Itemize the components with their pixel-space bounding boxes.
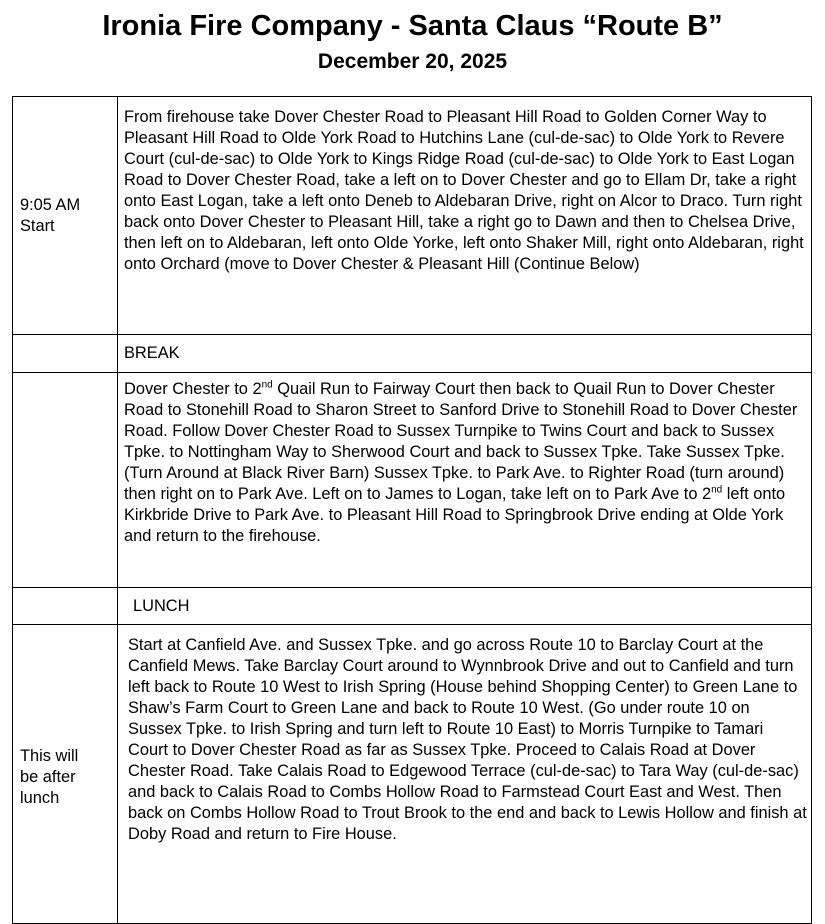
table-row <box>13 373 812 588</box>
route-schedule-table <box>12 96 812 924</box>
time-cell <box>13 335 118 373</box>
time-cell <box>13 373 118 588</box>
document-date: December 20, 2025 <box>317 50 508 73</box>
document-title: Ironia Fire Company - Santa Claus “Route B” <box>102 10 723 42</box>
route-text-part: left onto Kirkbride Drive to Park Ave. to Pleasant Hill Road to Springbrook Drive ending at Olde York and return to the firehouse. <box>124 485 786 545</box>
table-row <box>13 588 812 625</box>
time-start: 9:05 AM <box>20 195 81 214</box>
time-note-line: be after <box>20 767 76 786</box>
route-text-part: Dover Chester to 2 <box>124 380 262 398</box>
time-cell <box>13 97 118 335</box>
ordinal-suffix: nd <box>261 379 273 391</box>
time-note-line: This will <box>20 746 79 765</box>
break-label: BREAK <box>118 335 812 373</box>
table-row <box>13 335 812 373</box>
table-row <box>13 97 812 335</box>
time-note-line: lunch <box>20 788 60 807</box>
route-text-part: Quail Run to Fairway Court then back to Quail Run to Dover Chester Road to Stonehill Road to Sharon Street to Sanford Drive to Stonehill Road to Dover Chester Road. Follow Dover Chester Road to Sussex Turnpike to Twins Court and back to Sussex Tpke. to Nottingham Way to Sherwood Court and back to Sussex Tpke. Take Sussex Tpke. (Turn Around at Black River Barn) Sussex Tpke. to Park Ave. to Righter Road (turn around) then right on to Park Ave. Left on to James to Logan, take left on to Park Ave to 2 <box>124 380 798 503</box>
route-description <box>118 373 812 588</box>
time-start-label: Start <box>20 216 55 235</box>
lunch-label: LUNCH <box>118 588 812 625</box>
time-cell <box>13 588 118 625</box>
table-row <box>13 625 812 924</box>
time-cell <box>13 625 118 924</box>
route-description: Start at Canfield Ave. and Sussex Tpke. and go across Route 10 to Barclay Court at the Canfield Mews. Take Barclay Court around to Wynnbrook Drive and out to Canfield and turn left back to Route 10 West to Irish Spring (House behind Shopping Center) to Green Lane to Shaw’s Farm Court to Green Lane and back to Route 10 West. (Go under route 10 on Sussex Tpke. to Irish Spring and turn left to Route 10 East) to Morris Turnpike to Tamari Court to Dover Chester Road as far as Sussex Tpke. Proceed to Calais Road at Dover Chester Road. Take Calais Road to Edgewood Terrace (cul-de-sac) to Tara Way (cul-de-sac) and back to Calais Road to Combs Hollow Road to Farmstead Court East and West. Then back on Combs Hollow Road to Trout Brook to the end and back to Lewis Hollow and finish at Doby Road and return to Fire House. <box>118 625 812 924</box>
route-description: From firehouse take Dover Chester Road to Pleasant Hill Road to Golden Corner Way to Pleasant Hill Road to Olde York Road to Hutchins Lane (cul-de-sac) to Olde York to Revere Court (cul-de-sac) to Olde York to Kings Ridge Road (cul-de-sac) to Olde York to East Logan Road to Dover Chester Road, take a left on to Dover Chester and go to Ellam Dr, take a right onto East Logan, take a left onto Deneb to Aldebaran Drive, right on Alcor to Draco. Turn right back onto Dover Chester to Pleasant Hill, take a right go to Dawn and then to Chelsea Drive, then left on to Aldebaran, left onto Olde Yorke, left onto Shaker Mill, right onto Aldebaran, right onto Orchard (move to Dover Chester & Pleasant Hill (Continue Below) <box>118 97 812 335</box>
ordinal-suffix: nd <box>711 484 723 496</box>
